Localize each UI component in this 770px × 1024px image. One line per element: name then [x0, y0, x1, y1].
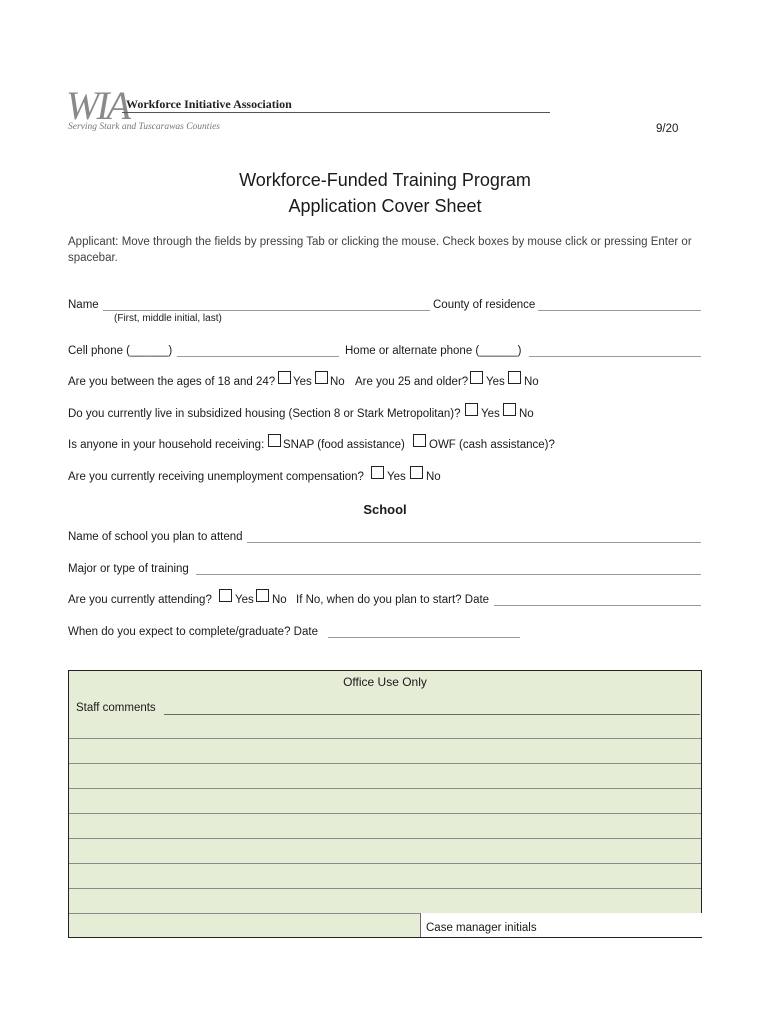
name-hint: (First, middle initial, last) [114, 313, 222, 324]
complete-date-question: When do you expect to complete/graduate? Date [68, 626, 318, 638]
staff-comments-label: Staff comments [76, 702, 156, 714]
home-phone-label: Home or alternate phone (______) [345, 345, 522, 357]
attending-yes-checkbox[interactable] [219, 589, 232, 602]
comment-row[interactable] [69, 863, 701, 864]
housing-yes-checkbox[interactable] [465, 403, 478, 416]
attending-no-checkbox[interactable] [256, 589, 269, 602]
staff-comments-line[interactable] [164, 714, 700, 715]
cell-phone-label: Cell phone (______) [68, 345, 173, 357]
age-25-yes-checkbox[interactable] [470, 371, 483, 384]
age-25-yes-label: Yes [486, 376, 505, 388]
unemployment-no-label: No [426, 471, 441, 483]
logo-org-name: Workforce Initiative Association [126, 97, 292, 111]
school-heading: School [363, 502, 407, 517]
snap-checkbox[interactable] [268, 434, 281, 447]
housing-yes-label: Yes [481, 408, 500, 420]
major-label: Major or type of training [68, 563, 189, 575]
attending-question: Are you currently attending? [68, 594, 212, 606]
housing-no-checkbox[interactable] [503, 403, 516, 416]
home-phone-field[interactable] [529, 356, 701, 357]
age-18-24-no-label: No [330, 376, 345, 388]
unemployment-yes-label: Yes [387, 471, 406, 483]
county-label: County of residence [433, 299, 536, 311]
age-25-question: Are you 25 and older? [355, 376, 469, 388]
office-heading: Office Use Only [343, 675, 427, 689]
housing-no-label: No [519, 408, 534, 420]
age-25-no-checkbox[interactable] [508, 371, 521, 384]
comment-row[interactable] [69, 763, 701, 764]
county-field[interactable] [538, 310, 701, 311]
comment-row[interactable] [69, 888, 701, 889]
name-label: Name [68, 299, 99, 311]
attending-yes-label: Yes [235, 594, 254, 606]
snap-label: SNAP (food assistance) [283, 439, 405, 451]
age-25-no-label: No [524, 376, 539, 388]
unemployment-question: Are you currently receiving unemployment compensation? [68, 471, 364, 483]
school-name-label: Name of school you plan to attend [68, 531, 243, 543]
age-18-24-yes-checkbox[interactable] [278, 371, 291, 384]
age-18-24-no-checkbox[interactable] [315, 371, 328, 384]
housing-question: Do you currently live in subsidized housing (Section 8 or Stark Metropolitan)? [68, 408, 461, 420]
age-18-24-question: Are you between the ages of 18 and 24? [68, 376, 276, 388]
major-field[interactable] [196, 574, 701, 575]
comment-row[interactable] [69, 813, 701, 814]
unemployment-no-checkbox[interactable] [410, 466, 423, 479]
household-question: Is anyone in your household receiving: [68, 439, 265, 451]
case-manager-label: Case manager initials [426, 922, 537, 934]
name-field[interactable] [103, 310, 430, 311]
form-subtitle: Application Cover Sheet [288, 196, 482, 216]
comment-row[interactable] [69, 838, 701, 839]
comment-row[interactable] [69, 788, 701, 789]
office-use-box [68, 670, 702, 938]
revision-date: 9/20 [656, 123, 679, 135]
owf-checkbox[interactable] [413, 434, 426, 447]
unemployment-yes-checkbox[interactable] [371, 466, 384, 479]
complete-date-field[interactable] [328, 637, 520, 638]
attending-no-label: No [272, 594, 287, 606]
age-18-24-yes-label: Yes [293, 376, 312, 388]
start-date-field[interactable] [494, 605, 701, 606]
cell-phone-field[interactable] [177, 356, 339, 357]
owf-label: OWF (cash assistance)? [429, 439, 555, 451]
start-date-question: If No, when do you plan to start? Date [296, 594, 490, 606]
school-name-field[interactable] [247, 542, 701, 543]
logo-mark: WIA [66, 83, 129, 128]
instructions: Applicant: Move through the fields by pressing Tab or clicking the mouse. Check boxes by mouse click or pressing Enter or spacebar. [68, 236, 692, 264]
case-manager-cell[interactable] [420, 913, 702, 937]
form-title: Workforce-Funded Training Program [239, 170, 531, 190]
logo-rule [122, 112, 550, 113]
comment-row[interactable] [69, 738, 701, 739]
logo-tagline: Serving Stark and Tuscarawas Counties [68, 122, 221, 132]
